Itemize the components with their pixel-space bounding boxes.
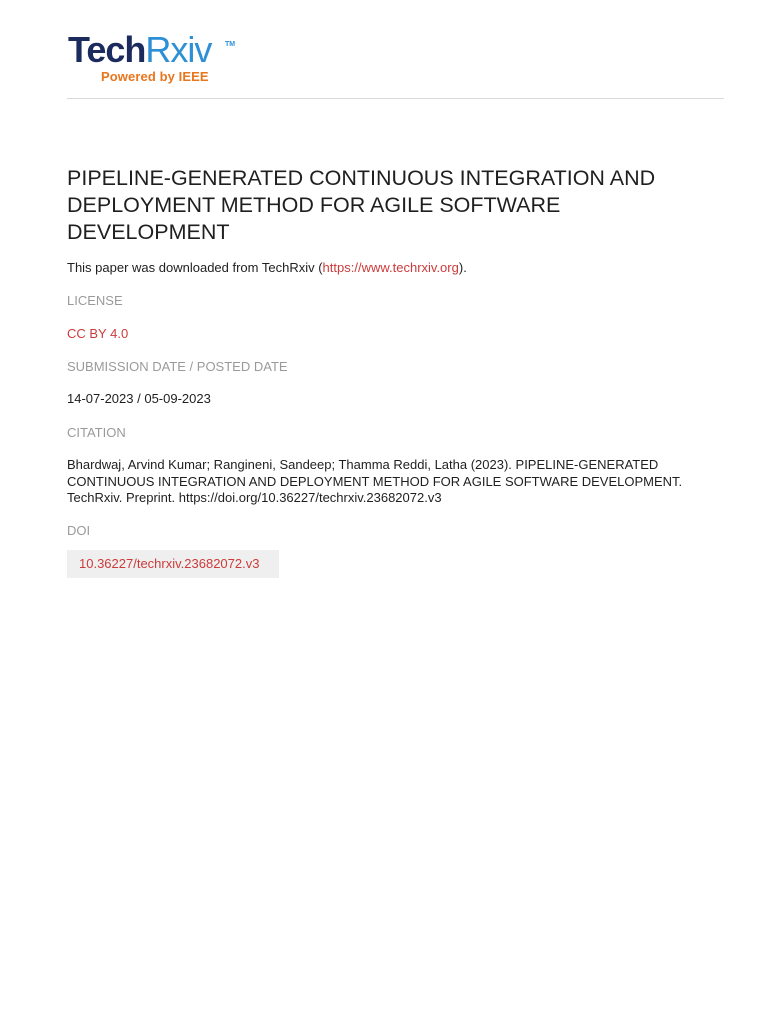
- download-prefix: This paper was downloaded from TechRxiv (: [67, 260, 323, 275]
- logo-trademark: TM: [225, 41, 236, 48]
- citation-label: CITATION: [67, 425, 126, 440]
- dates-value: 14-07-2023 / 05-09-2023: [67, 391, 211, 406]
- citation-line-1: Bhardwaj, Arvind Kumar; Rangineni, Sandeep; Thamma Reddi, Latha (2023). PIPELINE-GENERATED: [67, 457, 659, 472]
- logo-tagline: Powered by IEEE: [101, 69, 209, 84]
- logo-wordmark: [68, 30, 211, 70]
- paper-title: PIPELINE-GENERATED CONTINUOUS INTEGRATION AND DEPLOYMENT METHOD FOR AGILE SOFTWARE DEVELOPMENT: [67, 166, 656, 244]
- doi-link[interactable]: 10.36227/techrxiv.23682072.v3: [79, 556, 260, 571]
- techrxiv-link[interactable]: https://www.techrxiv.org: [322, 260, 459, 275]
- download-suffix: ).: [458, 260, 467, 275]
- logo-tech-text: Tech: [68, 29, 146, 70]
- doi-label: DOI: [67, 523, 91, 538]
- citation-line-2: CONTINUOUS INTEGRATION AND DEPLOYMENT METHOD FOR AGILE SOFTWARE DEVELOPMENT.: [67, 473, 683, 489]
- dates-label: SUBMISSION DATE / POSTED DATE: [67, 359, 288, 374]
- header-divider: [67, 98, 724, 99]
- license-label: LICENSE: [67, 293, 123, 308]
- license-link[interactable]: CC BY 4.0: [67, 326, 129, 341]
- citation-line-3: TechRxiv. Preprint. https://doi.org/10.36227/techrxiv.23682072.v3: [67, 490, 442, 505]
- logo-rxiv-text: Rxiv: [145, 29, 212, 70]
- techrxiv-logo[interactable]: [68, 30, 238, 90]
- download-notice: [67, 260, 467, 277]
- doi-box: [67, 550, 279, 578]
